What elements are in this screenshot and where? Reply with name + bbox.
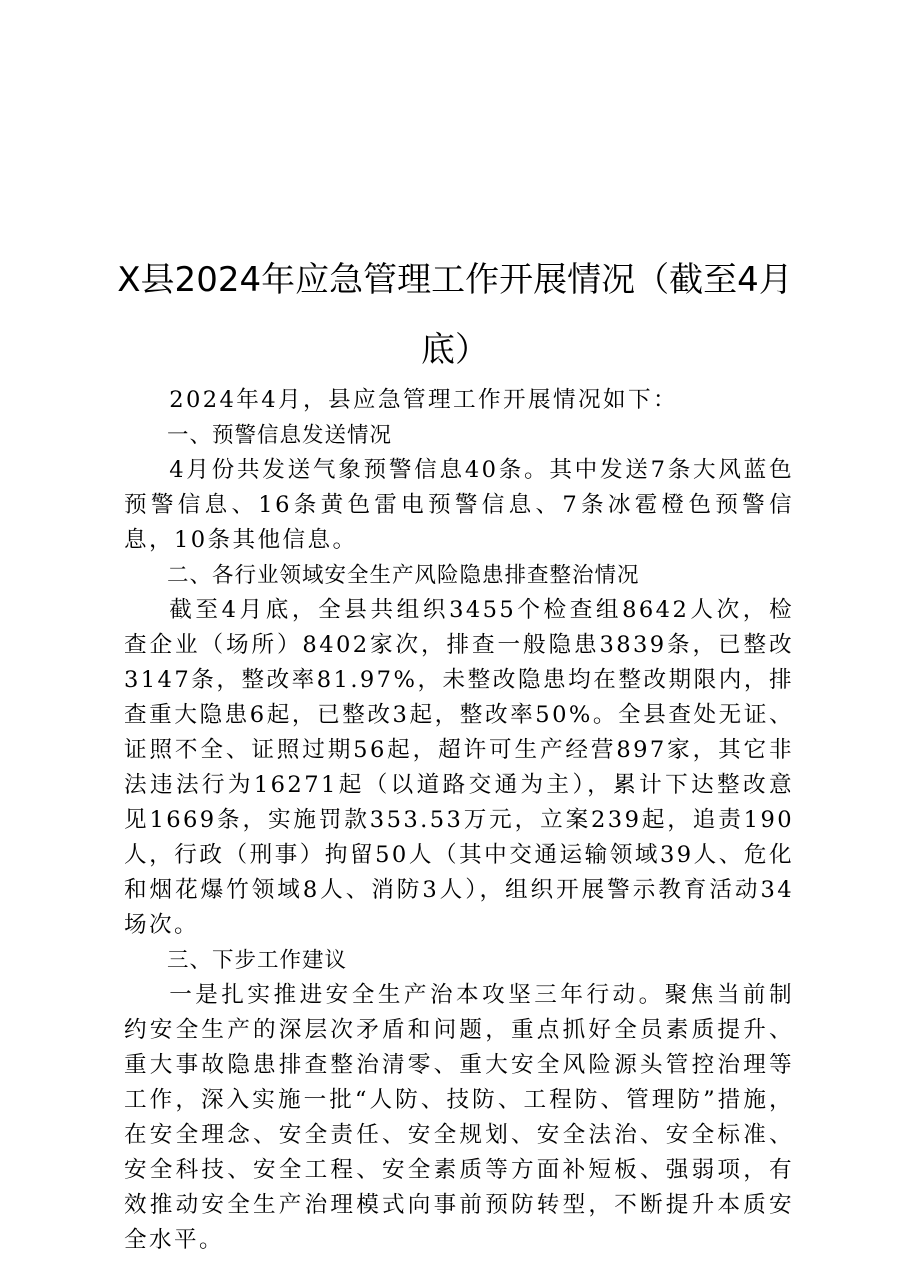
- section-heading-hazard-inspection: 二、各行业领域安全生产风险隐患排查整治情况: [167, 563, 640, 588]
- section-heading-next-steps: 三、下步工作建议: [167, 948, 348, 973]
- document-title: X县2024年应急管理工作开展情况（截至4月底）: [117, 259, 793, 370]
- section-paragraph-next-steps: 一是扎实推进安全生产治本攻坚三年行动。聚焦当前制约安全生产的深层次矛盾和问题，重点抓好全员素质提升、重大事故隐患排查整治清零、重大安全风险源头管控治理等工作，深入实施一批“人防、技防、工程防、管理防”措施，在安全理念、安全责任、安全规划、安全法治、安全标准、安全科技、安全工程、安全素质等方面补短板、强弱项，有效推动安全生产治理模式向事前预防转型，不断提升本质安全水平。: [124, 982, 794, 1253]
- section-paragraph-warning: 4月份共发送气象预警信息40条。其中发送7条大风蓝色预警信息、16条黄色雷电预警信息、7条冰雹橙色预警信息，10条其他信息。: [124, 457, 794, 553]
- section-heading-warning: 一、预警信息发送情况: [167, 423, 393, 448]
- section-paragraph-hazard-inspection: 截至4月底，全县共组织3455个检查组8642人次，检查企业（场所）8402家次，排查一般隐患3839条，已整改3147条，整改率81.97%，未整改隐患均在整改期限内，排查重大隐患6起，已整改3起，整改率50%。全县查处无证、证照不全、证照过期56起，超许可生产经营897家，其它非法违法行为16271起（以道路交通为主），累计下达整改意见1669条，实施罚款353.53万元，立案239起，追责190人，行政（刑事）拘留50人（其中交通运输领域39人、危化和烟花爆竹领域8人、消防3人），组织开展警示教育活动34场次。: [124, 597, 794, 938]
- document-body: [124, 383, 794, 1258]
- intro-paragraph: 2024年4月，县应急管理工作开展情况如下：: [169, 387, 678, 413]
